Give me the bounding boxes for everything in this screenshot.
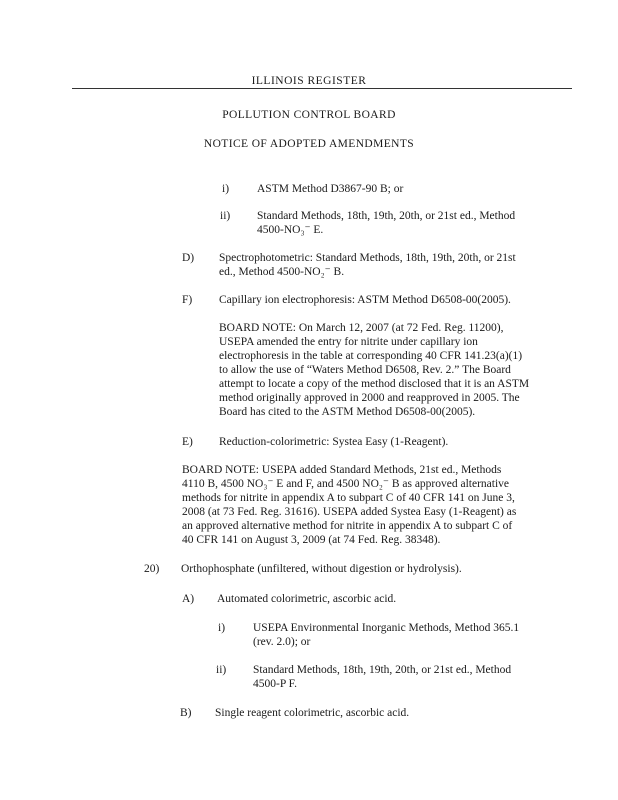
item-line: ed., Method 4500-NO₂⁻ B. (219, 266, 345, 278)
notice-title: NOTICE OF ADOPTED AMENDMENTS (203, 138, 415, 150)
item-text: Orthophosphate (unfiltered, without digestion or hydrolysis). (181, 563, 462, 575)
header-rule (72, 88, 572, 89)
item-marker: ii) (216, 664, 227, 676)
board-note-line: USEPA amended the entry for nitrite under capillary ion (219, 336, 478, 348)
item-line: Standard Methods, 18th, 19th, 20th, or 21st ed., Method (253, 664, 512, 676)
item-marker: D) (182, 252, 195, 264)
item-text: Automated colorimetric, ascorbic acid. (217, 593, 397, 605)
board-note-line: BOARD NOTE: On March 12, 2007 (at 72 Fed. Reg. 11200), (219, 322, 504, 334)
item-marker: 20) (144, 563, 160, 575)
item-line: USEPA Environmental Inorganic Methods, Method 365.1 (253, 622, 520, 634)
item-marker: i) (218, 622, 226, 634)
item-line: 4500-P F. (253, 678, 298, 690)
board-note-line: electrophoresis in the table at corresponding 40 CFR 141.23(a)(1) (219, 350, 523, 362)
item-text: Capillary ion electrophoresis: ASTM Method D6508-00(2005). (219, 294, 511, 306)
board-note-line: 2008 (at 73 Fed. Reg. 31616). USEPA added Systea Easy (1-Reagent) as (182, 506, 517, 518)
item-marker: ii) (220, 210, 231, 222)
board-note-line: an approved alternative method for nitrite in appendix A to subpart C of (182, 520, 513, 532)
item-line: Spectrophotometric: Standard Methods, 18th, 19th, 20th, or 21st (219, 252, 516, 264)
item-text: Single reagent colorimetric, ascorbic acid. (215, 707, 410, 719)
board-note-line: to allow the use of “Waters Method D6508, Rev. 2.” The Board (219, 364, 511, 376)
item-marker: A) (182, 593, 195, 605)
item-line: (rev. 2.0); or (253, 636, 311, 648)
item-marker: F) (182, 294, 193, 306)
board-note-line: BOARD NOTE: USEPA added Standard Methods, 21st ed., Methods (182, 464, 502, 476)
board-note-line: method originally approved in 2000 and reapproved in 2005. The (219, 392, 520, 404)
board-note-line: methods for nitrite in appendix A to subpart C of 40 CFR 141 on June 3, (182, 492, 515, 504)
board-note-line: attempt to locate a copy of the method disclosed that it is an ASTM (219, 378, 530, 390)
item-line: Standard Methods, 18th, 19th, 20th, or 21st ed., Method (257, 210, 516, 222)
board-note-line: 40 CFR 141 on August 3, 2009 (at 74 Fed. Reg. 38348). (182, 534, 441, 546)
item-marker: i) (222, 183, 230, 195)
item-line: 4500-NO₃⁻ E. (257, 224, 324, 236)
item-text: ASTM Method D3867-90 B; or (257, 183, 404, 195)
item-text: Reduction-colorimetric: Systea Easy (1-Reagent). (219, 436, 449, 448)
item-marker: B) (180, 707, 192, 719)
board-note-line: 4110 B, 4500 NO₃⁻ E and F, and 4500 NO₂⁻ B as approved alternative (182, 478, 510, 490)
board-note-line: Board has cited to the ASTM Method D6508-00(2005). (219, 406, 476, 418)
board-name: POLLUTION CONTROL BOARD (222, 109, 396, 121)
register-title: ILLINOIS REGISTER (251, 75, 367, 87)
item-marker: E) (182, 436, 193, 448)
